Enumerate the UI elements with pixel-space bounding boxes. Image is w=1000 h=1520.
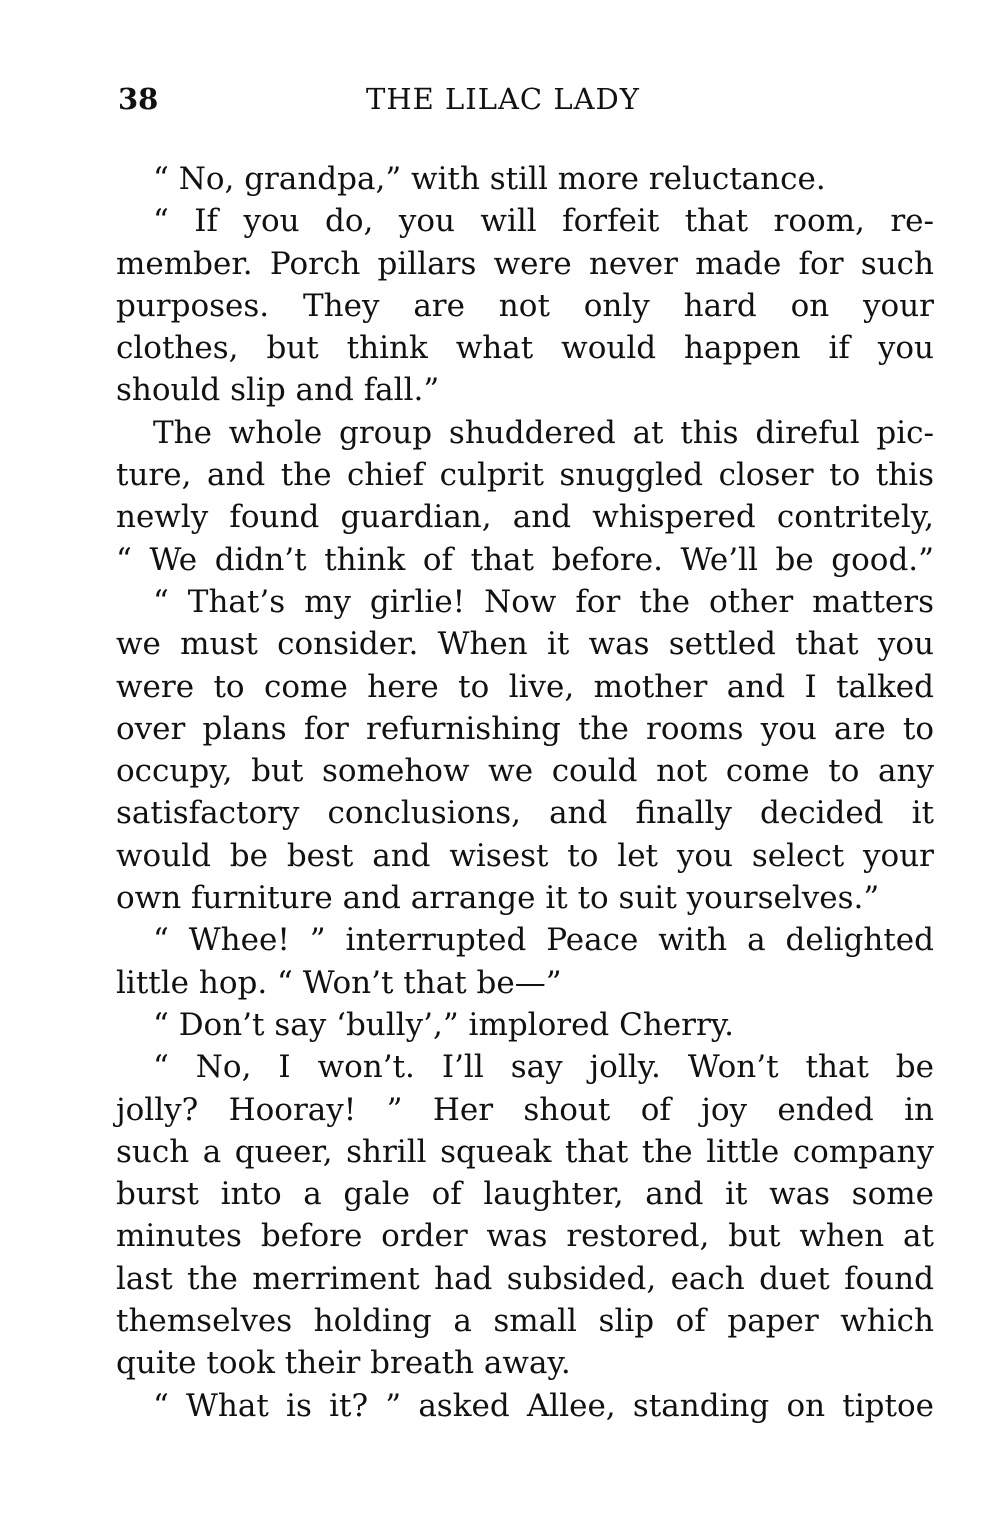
text-line: over plans for refurnishing the rooms you are to [116,710,934,747]
page-header [118,82,933,122]
text-line: member. Porch pillars were never made for such [116,245,934,282]
text-line: “ No, I won’t. I’ll say jolly. Won’t that be [153,1049,934,1086]
running-title: THE LILAC LADY [366,82,640,116]
text-line: “ No, grandpa,” with still more reluctance. [153,161,826,197]
text-line: “ What is it? ” asked Allee, standing on tiptoe [153,1387,934,1424]
text-line: burst into a gale of laughter, and it was some [116,1176,934,1213]
body-text [116,158,934,1427]
text-line: last the merriment had subsided, each duet found [116,1260,934,1297]
text-line: were to come here to live, mother and I talked [116,668,934,705]
text-line: would be best and wisest to let you select your [116,837,934,874]
text-line: such a queer, shrill squeak that the little company [116,1133,934,1170]
text-line: satisfactory conclusions, and finally decided it [116,795,934,832]
text-line: should slip and fall.” [116,372,440,409]
text-line: newly found guardian, and whispered contritely, [116,499,934,536]
text-line: “ We didn’t think of that before. We’ll be good.” [116,541,934,578]
text-line: “ If you do, you will forfeit that room, re- [153,203,934,240]
text-line: occupy, but somehow we could not come to any [116,753,934,790]
text-line: minutes before order was restored, but when at [116,1218,934,1255]
text-line: quite took their breath away. [116,1345,571,1382]
text-line: “ Whee! ” interrupted Peace with a delighted [153,922,934,959]
text-line: we must consider. When it was settled that you [116,626,934,663]
text-line: clothes, but think what would happen if you [116,330,934,367]
text-line: “ Don’t say ‘bully’,” implored Cherry. [153,1006,735,1043]
text-line: The whole group shuddered at this direful pic- [153,414,934,451]
text-line: own furniture and arrange it to suit yourselves.” [116,880,880,917]
text-line: jolly? Hooray! ” Her shout of joy ended in [116,1091,934,1128]
text-line: purposes. They are not only hard on your [116,287,934,324]
page-number: 38 [118,82,159,116]
text-line: themselves holding a small slip of paper which [116,1303,934,1340]
text-line: little hop. “ Won’t that be—” [116,964,562,1001]
text-line: “ That’s my girlie! Now for the other matters [153,583,934,620]
text-line: ture, and the chief culprit snuggled closer to this [116,457,934,494]
